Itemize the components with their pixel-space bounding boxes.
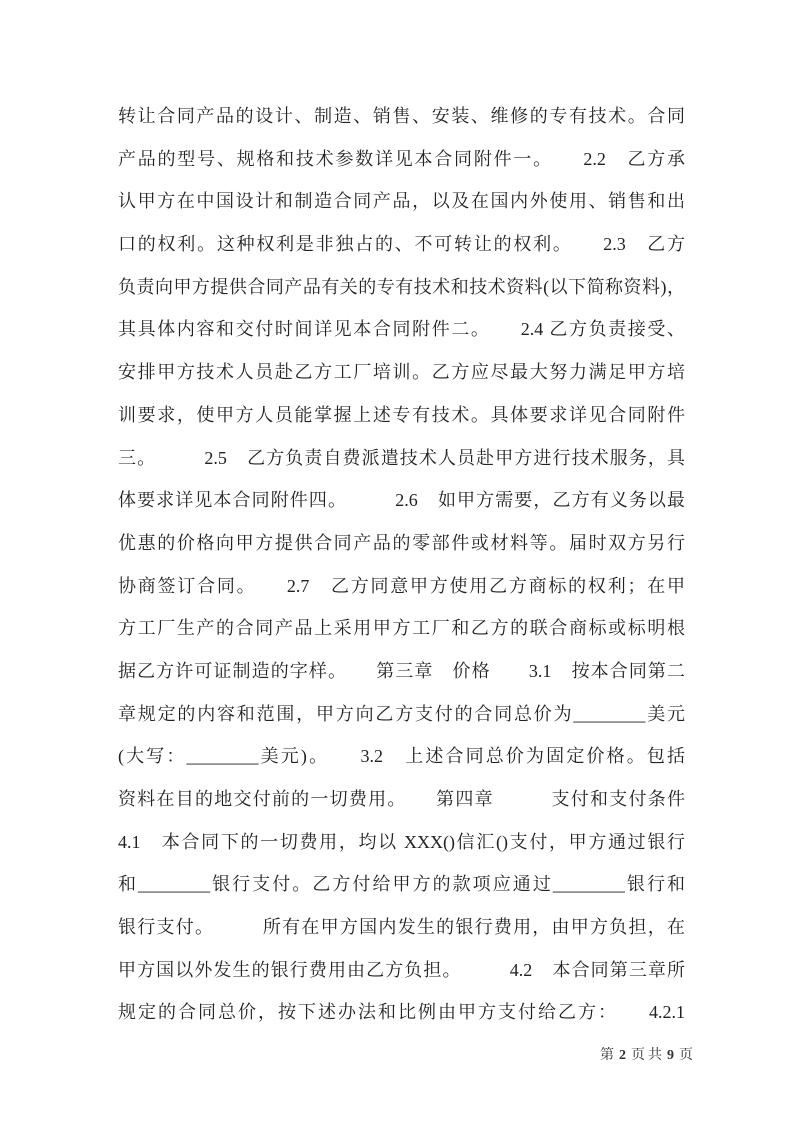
text-line: 协商签订合同。 2.7 乙方同意甲方使用乙方商标的权利；在甲: [118, 575, 685, 596]
text-line: 银行支付。 所有在甲方国内发生的银行费用，由甲方负担，在: [118, 917, 685, 938]
text-line: 体要求详见本合同附件四。 2.6 如甲方需要，乙方有义务以最: [118, 490, 685, 511]
document-body: [118, 95, 685, 1034]
text-line: 4.1 本合同下的一切费用，均以 XXX()信汇()支付，甲方通过银行: [118, 831, 685, 852]
text-line: 认甲方在中国设计和制造合同产品，以及在国内外使用、销售和出: [118, 191, 685, 212]
text-line: 其具体内容和交付时间详见本合同附件二。 2.4 乙方负责接受、: [118, 319, 685, 340]
text-line: 三。 2.5 乙方负责自费派遣技术人员赴甲方进行技术服务，具: [118, 447, 685, 468]
text-line: 据乙方许可证制造的字样。 第三章 价格 3.1 按本合同第二: [118, 660, 685, 681]
text-line: 规定的合同总价，按下述办法和比例由甲方支付给乙方： 4.2.1: [118, 1002, 685, 1023]
text-line: 和________银行支付。乙方付给甲方的款项应通过________银行和: [118, 874, 685, 895]
page-label-prefix: 第: [600, 1048, 615, 1063]
text-line: 甲方国以外发生的银行费用由乙方负担。 4.2 本合同第三章所: [118, 959, 685, 980]
current-page-number: 2: [619, 1048, 627, 1063]
text-line: 口的权利。这种权利是非独占的、不可转让的权利。 2.3 乙方: [118, 234, 685, 255]
text-line: 方工厂生产的合同产品上采用甲方工厂和乙方的联合商标或标明根: [118, 618, 685, 639]
text-line: 产品的型号、规格和技术参数详见本合同附件一。 2.2 乙方承: [118, 148, 685, 169]
page-footer: [599, 1044, 695, 1064]
total-label-unit: 页: [679, 1048, 694, 1063]
total-page-number: 9: [667, 1048, 675, 1063]
total-label-prefix: 共: [648, 1048, 663, 1063]
page-label-unit: 页: [631, 1048, 646, 1063]
text-line: (大写：________美元)。 3.2 上述合同总价为固定价格。包括: [118, 746, 685, 767]
text-line: 训要求，使甲方人员能掌握上述专有技术。具体要求详见合同附件: [118, 404, 685, 425]
text-line: 优惠的价格向甲方提供合同产品的零部件或材料等。届时双方另行: [118, 532, 685, 553]
text-line: 负责向甲方提供合同产品有关的专有技术和技术资料(以下简称资料)，: [118, 276, 685, 297]
text-line: 转让合同产品的设计、制造、销售、安装、维修的专有技术。合同: [118, 106, 685, 126]
text-line: 章规定的内容和范围，甲方向乙方支付的合同总价为________美元: [118, 703, 685, 724]
text-line: 安排甲方技术人员赴乙方工厂培训。乙方应尽最大努力满足甲方培: [118, 362, 685, 383]
text-line: 资料在目的地交付前的一切费用。 第四章 支付和支付条件: [118, 789, 685, 809]
